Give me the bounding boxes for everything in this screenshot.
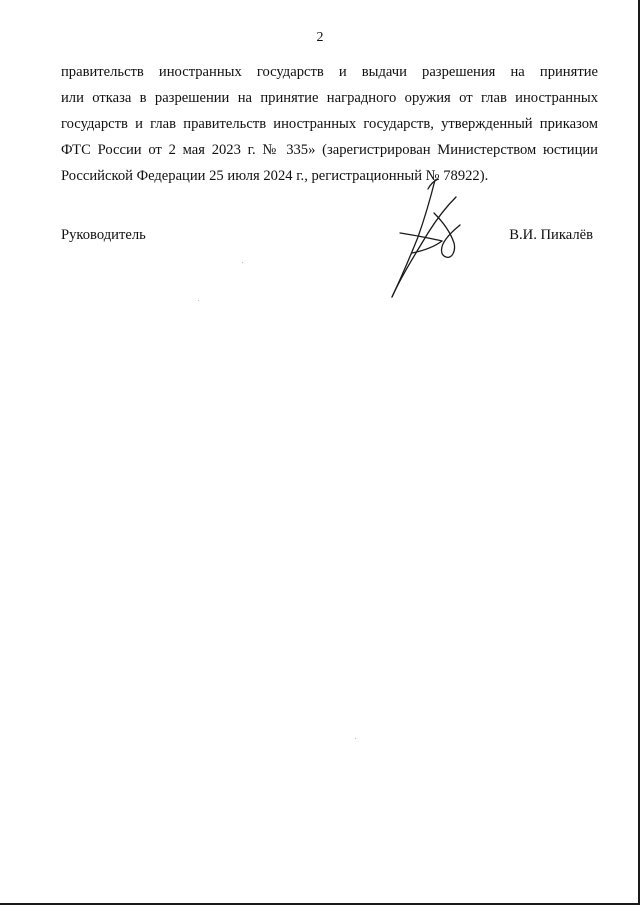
- scan-speck: [242, 262, 243, 263]
- signature-block: [61, 227, 598, 247]
- page-number: 2: [316, 30, 324, 45]
- scan-speck: [355, 738, 356, 739]
- scan-speck: [198, 300, 199, 301]
- handwritten-signature: [380, 175, 480, 305]
- position-title: Руководитель: [61, 227, 146, 243]
- signatory-name: В.И. Пикалёв: [509, 227, 593, 243]
- body-line-2: или отказа в разрешении на принятие наградного оружия от глав иностранных: [61, 90, 598, 106]
- body-line-1: правительств иностранных государств и выдачи разрешения на принятие: [61, 64, 598, 80]
- body-line-3: государств и глав правительств иностранных государств, утвержденный приказом: [61, 116, 598, 132]
- body-line-5: Российской Федерации 25 июля 2024 г., регистрационный № 78922).: [61, 168, 489, 184]
- body-line-4: ФТС России от 2 мая 2023 г. № 335» (зарегистрирован Министерством юстиции: [61, 142, 598, 158]
